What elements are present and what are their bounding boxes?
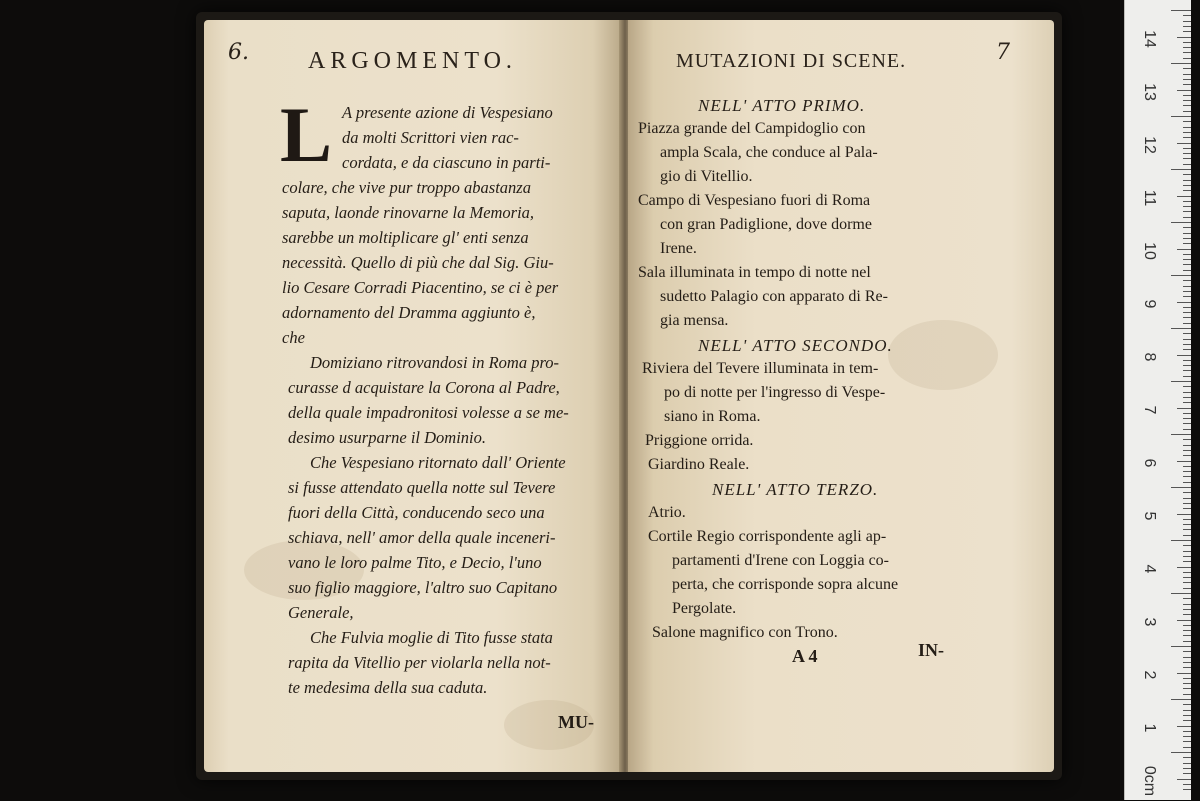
text-line: gia mensa. bbox=[660, 312, 729, 329]
ruler-tick bbox=[1183, 418, 1191, 419]
ruler-tick bbox=[1183, 747, 1191, 748]
ruler-tick bbox=[1183, 524, 1191, 525]
ruler-tick bbox=[1183, 42, 1191, 43]
ruler-tick bbox=[1171, 434, 1191, 435]
ruler-tick bbox=[1183, 132, 1191, 133]
text-line: Atrio. bbox=[648, 504, 686, 521]
ruler-tick bbox=[1183, 174, 1191, 175]
ruler-tick bbox=[1177, 37, 1191, 38]
ruler-tick bbox=[1183, 471, 1191, 472]
act-heading: NELL' ATTO TERZO. bbox=[712, 480, 879, 499]
ruler-tick bbox=[1183, 307, 1191, 308]
ruler-tick bbox=[1183, 609, 1191, 610]
ruler-tick bbox=[1183, 492, 1191, 493]
ruler-tick bbox=[1177, 90, 1191, 91]
ruler-tick bbox=[1183, 164, 1191, 165]
ruler-tick bbox=[1183, 333, 1191, 334]
ruler-tick bbox=[1183, 386, 1191, 387]
text-line: Che Fulvia moglie di Tito fusse stata bbox=[310, 628, 553, 647]
ruler-tick bbox=[1183, 482, 1191, 483]
ruler-tick bbox=[1183, 211, 1191, 212]
ruler-label: 11 bbox=[1141, 189, 1158, 207]
ruler-tick bbox=[1183, 556, 1191, 557]
ruler-tick bbox=[1183, 423, 1191, 424]
ruler-tick bbox=[1171, 10, 1191, 11]
text-line: con gran Padiglione, dove dorme bbox=[660, 216, 872, 233]
ruler-tick bbox=[1183, 206, 1191, 207]
text-line: necessità. Quello di più che dal Sig. Giu- bbox=[282, 253, 554, 272]
ruler-tick bbox=[1183, 227, 1191, 228]
ruler-tick bbox=[1183, 185, 1191, 186]
ruler-tick bbox=[1183, 429, 1191, 430]
text-line: Salone magnifico con Trono. bbox=[652, 624, 838, 641]
ruler-tick bbox=[1183, 503, 1191, 504]
text-line: lio Cesare Corradi Piacentino, se ci è per bbox=[282, 278, 559, 297]
ruler-tick bbox=[1183, 79, 1191, 80]
ruler-tick bbox=[1183, 757, 1191, 758]
ruler-label: 2 bbox=[1141, 670, 1158, 680]
ruler-tick bbox=[1183, 529, 1191, 530]
ruler-tick bbox=[1183, 323, 1191, 324]
ruler-label: 5 bbox=[1141, 511, 1158, 521]
ruler-tick bbox=[1171, 116, 1191, 117]
ruler-tick bbox=[1183, 280, 1191, 281]
ruler-tick bbox=[1183, 360, 1191, 361]
ruler-tick bbox=[1183, 445, 1191, 446]
ruler-tick bbox=[1183, 588, 1191, 589]
text-line: Generale, bbox=[288, 603, 354, 622]
ruler-tick bbox=[1183, 694, 1191, 695]
text-line: po di notte per l'ingresso di Vespe- bbox=[664, 384, 886, 401]
ruler-tick bbox=[1171, 63, 1191, 64]
text-line: suo figlio maggiore, l'altro suo Capitano bbox=[288, 578, 558, 597]
text-line: da molti Scrittori vien rac- bbox=[342, 128, 519, 147]
ruler-label: 10 bbox=[1141, 242, 1158, 260]
ruler-tick bbox=[1183, 545, 1191, 546]
ruler-label: 3 bbox=[1141, 617, 1158, 627]
ruler-tick bbox=[1183, 95, 1191, 96]
ruler-tick bbox=[1183, 100, 1191, 101]
text-line: Piazza grande del Campidoglio con bbox=[638, 120, 866, 137]
ruler-tick bbox=[1183, 635, 1191, 636]
ruler-tick bbox=[1183, 704, 1191, 705]
text-line: Pergolate. bbox=[672, 600, 737, 617]
ruler-tick bbox=[1183, 598, 1191, 599]
ruler-label: 8 bbox=[1141, 352, 1158, 362]
ruler-tick bbox=[1177, 514, 1191, 515]
ruler-tick bbox=[1183, 519, 1191, 520]
ruler-tick bbox=[1183, 243, 1191, 244]
text-line: Che Vespesiano ritornato dall' Oriente bbox=[310, 453, 566, 472]
ruler-tick bbox=[1177, 726, 1191, 727]
left-page-number: 6. bbox=[228, 40, 249, 65]
text-line: cordata, e da ciascuno in parti- bbox=[342, 153, 551, 172]
ruler-tick bbox=[1183, 15, 1191, 16]
ruler-tick bbox=[1183, 561, 1191, 562]
ruler-tick bbox=[1183, 349, 1191, 350]
text-line: sudetto Palagio con apparato di Re- bbox=[660, 288, 888, 305]
ruler-tick bbox=[1183, 392, 1191, 393]
ruler-tick bbox=[1183, 158, 1191, 159]
right-catchword: IN- bbox=[918, 640, 944, 660]
text-line: della quale impadronitosi volesse a se me- bbox=[288, 403, 569, 422]
ruler-tick bbox=[1171, 540, 1191, 541]
ruler-tick bbox=[1171, 275, 1191, 276]
ruler-tick bbox=[1183, 121, 1191, 122]
text-line: perta, che corrisponde sopra alcune bbox=[672, 576, 899, 593]
ruler-tick bbox=[1183, 577, 1191, 578]
text-line: siano in Roma. bbox=[664, 408, 761, 425]
ruler-tick bbox=[1183, 84, 1191, 85]
ruler-tick bbox=[1183, 667, 1191, 668]
ruler-tick bbox=[1177, 461, 1191, 462]
ruler-tick bbox=[1183, 731, 1191, 732]
ruler-tick bbox=[1177, 143, 1191, 144]
ruler-tick bbox=[1183, 238, 1191, 239]
text-line: Cortile Regio corrispondente agli ap- bbox=[648, 528, 887, 545]
ruler-tick bbox=[1183, 720, 1191, 721]
text-line: fuori della Città, conducendo seco una bbox=[288, 503, 545, 522]
text-line: Giardino Reale. bbox=[648, 456, 750, 473]
text-line: si fusse attendato quella notte sul Tevere bbox=[288, 478, 556, 497]
ruler-tick bbox=[1183, 657, 1191, 658]
ruler-tick bbox=[1183, 455, 1191, 456]
ruler-tick bbox=[1183, 710, 1191, 711]
text-line: adornamento del Dramma aggiunto è, bbox=[282, 303, 536, 322]
ruler-tick bbox=[1171, 487, 1191, 488]
ruler-tick bbox=[1183, 715, 1191, 716]
text-line: te medesima della sua caduta. bbox=[288, 678, 488, 697]
ruler-label: 14 bbox=[1141, 30, 1158, 48]
ruler-tick bbox=[1171, 381, 1191, 382]
text-line: che bbox=[282, 328, 305, 347]
ruler-tick bbox=[1183, 286, 1191, 287]
text-line: curasse d acquistare la Corona al Padre, bbox=[288, 378, 560, 397]
text-line: desimo usurparne il Dominio. bbox=[288, 428, 486, 447]
text-line: Priggione orrida. bbox=[645, 432, 754, 449]
left-catchword: MU- bbox=[558, 712, 594, 732]
text-line: colare, che vive pur troppo abastanza bbox=[282, 178, 531, 197]
ruler-tick bbox=[1183, 683, 1191, 684]
ruler-tick bbox=[1183, 466, 1191, 467]
ruler-tick bbox=[1177, 620, 1191, 621]
ruler-tick bbox=[1183, 741, 1191, 742]
ruler-tick bbox=[1177, 196, 1191, 197]
ruler-tick bbox=[1183, 217, 1191, 218]
ruler-tick bbox=[1171, 699, 1191, 700]
ruler-tick bbox=[1183, 127, 1191, 128]
ruler-tick bbox=[1171, 752, 1191, 753]
ruler-tick bbox=[1183, 105, 1191, 106]
text-line: Sala illuminata in tempo di notte nel bbox=[638, 264, 871, 281]
text-line: ampla Scala, che conduce al Pala- bbox=[660, 144, 878, 161]
ruler-tick bbox=[1183, 476, 1191, 477]
ruler-tick bbox=[1183, 498, 1191, 499]
ruler-tick bbox=[1183, 190, 1191, 191]
ruler-tick bbox=[1183, 137, 1191, 138]
ruler-tick bbox=[1183, 773, 1191, 774]
ruler-tick bbox=[1183, 535, 1191, 536]
ruler-tick bbox=[1177, 302, 1191, 303]
ruler-label: 9 bbox=[1141, 299, 1158, 309]
ruler-tick bbox=[1183, 111, 1191, 112]
ruler-tick bbox=[1183, 763, 1191, 764]
ruler-tick bbox=[1183, 264, 1191, 265]
ruler-tick bbox=[1177, 779, 1191, 780]
ruler-tick bbox=[1183, 625, 1191, 626]
ruler-tick bbox=[1183, 47, 1191, 48]
ruler-tick bbox=[1183, 254, 1191, 255]
ruler-tick bbox=[1183, 201, 1191, 202]
measuring-ruler bbox=[1124, 0, 1191, 800]
ruler-tick bbox=[1183, 31, 1191, 32]
text-line: rapita da Vitellio per violarla nella not- bbox=[288, 653, 551, 672]
ruler-tick bbox=[1183, 413, 1191, 414]
ruler-tick bbox=[1183, 339, 1191, 340]
ruler-tick bbox=[1183, 551, 1191, 552]
ruler-label: 1 bbox=[1141, 723, 1158, 733]
ruler-tick bbox=[1183, 736, 1191, 737]
ruler-tick bbox=[1183, 370, 1191, 371]
ruler-tick bbox=[1171, 593, 1191, 594]
left-page-heading: ARGOMENTO. bbox=[308, 48, 517, 74]
ruler-label: 0cm bbox=[1141, 765, 1158, 797]
ruler-tick bbox=[1183, 296, 1191, 297]
text-line: Campo di Vespesiano fuori di Roma bbox=[638, 192, 871, 209]
ruler-tick bbox=[1171, 169, 1191, 170]
text-line: A presente azione di Vespesiano bbox=[342, 103, 553, 122]
drop-cap: L bbox=[280, 91, 333, 178]
ruler-tick bbox=[1183, 233, 1191, 234]
ruler-tick bbox=[1183, 678, 1191, 679]
ruler-label: 6 bbox=[1141, 458, 1158, 468]
ruler-tick bbox=[1183, 784, 1191, 785]
text-line: Domiziano ritrovandosi in Roma pro- bbox=[310, 353, 560, 372]
act-heading: NELL' ATTO PRIMO. bbox=[698, 96, 866, 115]
ruler-tick bbox=[1183, 789, 1191, 790]
ruler-tick bbox=[1183, 630, 1191, 631]
ruler-tick bbox=[1183, 74, 1191, 75]
ruler-tick bbox=[1183, 662, 1191, 663]
ruler-label: 4 bbox=[1141, 564, 1158, 574]
ruler-tick bbox=[1183, 312, 1191, 313]
ruler-label: 12 bbox=[1141, 136, 1158, 154]
ruler-tick bbox=[1183, 651, 1191, 652]
ruler-tick bbox=[1183, 572, 1191, 573]
ruler-tick bbox=[1177, 355, 1191, 356]
ruler-tick bbox=[1183, 26, 1191, 27]
ruler-tick bbox=[1183, 153, 1191, 154]
text-line: Irene. bbox=[660, 240, 697, 257]
ruler-tick bbox=[1183, 450, 1191, 451]
ruler-tick bbox=[1171, 222, 1191, 223]
ruler-tick bbox=[1183, 604, 1191, 605]
ruler-tick bbox=[1183, 688, 1191, 689]
ruler-tick bbox=[1183, 768, 1191, 769]
ruler-tick bbox=[1171, 646, 1191, 647]
ruler-tick bbox=[1183, 614, 1191, 615]
text-line: vano le loro palme Tito, e Decio, l'uno bbox=[288, 553, 542, 572]
text-line: partamenti d'Irene con Loggia co- bbox=[672, 552, 890, 569]
ruler-label: 13 bbox=[1141, 83, 1158, 101]
ruler-tick bbox=[1183, 365, 1191, 366]
ruler-tick bbox=[1183, 397, 1191, 398]
text-line: Riviera del Tevere illuminata in tem- bbox=[642, 360, 879, 377]
ruler-tick bbox=[1183, 270, 1191, 271]
act-heading: NELL' ATTO SECONDO. bbox=[698, 336, 893, 355]
ruler-tick bbox=[1183, 21, 1191, 22]
ruler-tick bbox=[1183, 291, 1191, 292]
ruler-tick bbox=[1177, 673, 1191, 674]
ruler-tick bbox=[1183, 508, 1191, 509]
signature-mark: A 4 bbox=[792, 646, 818, 666]
ruler-tick bbox=[1183, 68, 1191, 69]
ruler-tick bbox=[1183, 52, 1191, 53]
ruler-label: 7 bbox=[1141, 405, 1158, 415]
ruler-tick bbox=[1183, 58, 1191, 59]
text-line: sarebbe un moltiplicare gl' enti senza bbox=[282, 228, 529, 247]
text-line: saputa, laonde rinovarne la Memoria, bbox=[282, 203, 535, 222]
ruler-tick bbox=[1183, 180, 1191, 181]
ruler-tick bbox=[1183, 376, 1191, 377]
ruler-tick bbox=[1177, 567, 1191, 568]
text-line: gio di Vitellio. bbox=[660, 168, 753, 185]
ruler-tick bbox=[1177, 249, 1191, 250]
ruler-tick bbox=[1171, 328, 1191, 329]
ruler-tick bbox=[1183, 148, 1191, 149]
ruler-tick bbox=[1183, 641, 1191, 642]
ruler-tick bbox=[1177, 408, 1191, 409]
ruler-tick bbox=[1183, 402, 1191, 403]
ruler-tick bbox=[1183, 259, 1191, 260]
ruler-tick bbox=[1183, 439, 1191, 440]
right-page-number: 7 bbox=[996, 40, 1010, 65]
text-line: schiava, nell' amor della quale inceneri- bbox=[288, 528, 556, 547]
ruler-tick bbox=[1183, 582, 1191, 583]
ruler-tick bbox=[1183, 317, 1191, 318]
ruler-tick bbox=[1183, 344, 1191, 345]
right-page-heading: MUTAZIONI DI SCENE. bbox=[676, 50, 907, 72]
